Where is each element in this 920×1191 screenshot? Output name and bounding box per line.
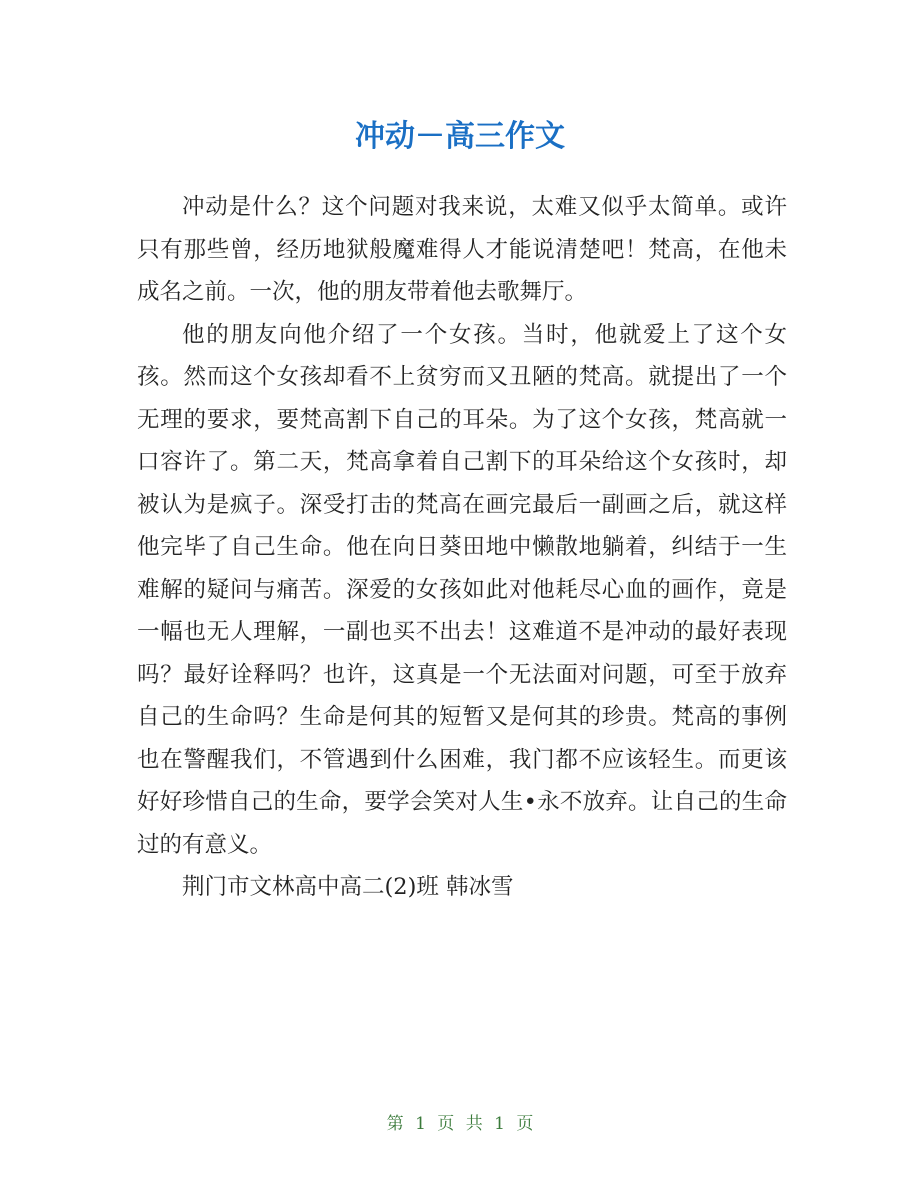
page-footer: [0, 1112, 920, 1136]
footer-word-ye: 页: [437, 1114, 455, 1134]
author-line: 荆门市文林高中高二(2)班 韩冰雪: [182, 874, 514, 900]
footer-word-ye-2: 页: [516, 1114, 534, 1134]
document-title: 冲动－高三作文: [355, 119, 565, 154]
footer-page-number: 1: [415, 1114, 426, 1134]
footer-word-gong: 共: [465, 1114, 483, 1134]
footer-word-di: 第: [386, 1114, 404, 1134]
footer-total-pages: 1: [494, 1114, 505, 1134]
document-body: [137, 186, 787, 909]
paragraph-1: 冲动是什么？这个问题对我来说，太难又似乎太简单。或许只有那些曾，经历地狱般魔难得人才能说清楚吧！梵高，在他未成名之前。一次，他的朋友带着他去歌舞厅。: [137, 194, 787, 305]
paragraph-2: 他的朋友向他介绍了一个女孩。当时，他就爱上了这个女孩。然而这个女孩却看不上贫穷而又丑陋的梵高。就提出了一个无理的要求，要梵高割下自己的耳朵。为了这个女孩，梵高就一口容许了。第二天，梵高拿着自己割下的耳朵给这个女孩时，却被认为是疯子。深受打击的梵高在画完最后一副画之后，就这样他完毕了自己生命。他在向日葵田地中懒散地躺着，纠结于一生难解的疑问与痛苦。深爱的女孩如此对他耗尽心血的画作，竟是一幅也无人理解，一副也买不出去！这难道不是冲动的最好表现吗？最好诠释吗？也许，这真是一个无法面对问题，可至于放弃自己的生命吗？生命是何其的短暂又是何其的珍贵。梵高的事例也在警醒我们，不管遇到什么困难，我门都不应该轻生。而更该好好珍惜自己的生命，要学会笑对人生•永不放弃。让自己的生命过的有意义。: [137, 321, 787, 858]
